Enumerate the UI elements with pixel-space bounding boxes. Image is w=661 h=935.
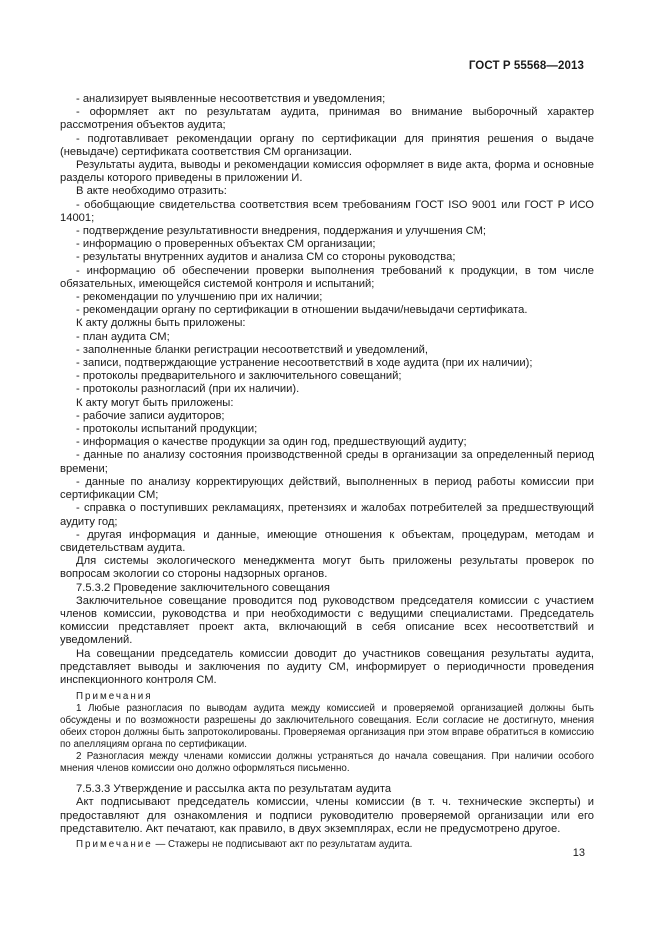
paragraph: Акт подписывают председатель комиссии, члены комиссии (в т. ч. технические эксперты) и предоставляют для ознакомления и подписи руководителю проверяемой организации или его представителю. Акт печатают, как правило, в двух экземплярах, если не предусмотрено другое.	[60, 796, 594, 835]
paragraph: - рекомендации органу по сертификации в отношении выдачи/невыдачи сертификата.	[76, 304, 528, 317]
paragraph: - анализирует выявленные несоответствия и уведомления;	[76, 93, 386, 105]
section-heading: 7.5.3.3 Утверждение и рассылка акта по результатам аудита	[76, 783, 392, 796]
paragraph: - заполненные бланки регистрации несоответствий и уведомлений,	[76, 343, 429, 356]
paragraph: - подготавливает рекомендации органу по сертификации для принятия решения о выдаче (невыдаче) сертификата соответствия СМ организации.	[60, 132, 594, 158]
paragraph: - информацию об обеспечении проверки выполнения требований к продукции, в том числе обязательных, имеющейся системой контроля и испытаний;	[60, 264, 594, 290]
paragraph: - рекомендации по улучшению при их наличии;	[76, 291, 323, 304]
paragraph: Результаты аудита, выводы и рекомендации комиссия оформляет в виде акта, форма и основные разделы которого приведены в приложении И.	[60, 159, 594, 185]
paragraph: - протоколы предварительного и заключительного совещаний;	[76, 370, 402, 383]
paragraph: - протоколы разногласий (при их наличии).	[76, 383, 300, 396]
paragraph: К акту могут быть приложены:	[76, 396, 234, 409]
final-note	[60, 839, 594, 851]
paragraph: - протоколы испытаний продукции;	[76, 423, 258, 436]
paragraph: - данные по анализу состояния производственной среды в организации за определенный период времени;	[60, 449, 594, 475]
paragraph: - обобщающие свидетельства соответствия всем требованиям ГОСТ ISO 9001 или ГОСТ Р ИСО 14001;	[60, 198, 594, 224]
paragraph: Заключительное совещание проводится под руководством председателя комиссии с участием членов комиссии, руководства и при необходимости с ведущими специалистами. Председатель комиссии представляет проект акта, включающий в себя описание всех несоответствий и уведомлений.	[60, 594, 594, 647]
paragraph: - рабочие записи аудиторов;	[76, 409, 225, 422]
paragraph: - подтверждение результативности внедрения, поддержания и улучшения СМ;	[76, 225, 487, 238]
page-number: 13	[572, 847, 585, 859]
standard-header: ГОСТ Р 55568—2013	[468, 60, 584, 72]
final-note-text: — Стажеры не подписывают акт по результатам аудита.	[152, 838, 413, 850]
paragraph: В акте необходимо отразить:	[76, 185, 227, 198]
paragraph: Для системы экологического менеджмента могут быть приложены результаты проверок по вопросам экологии со стороны надзорных органов.	[60, 555, 594, 581]
paragraph: - другая информация и данные, имеющие отношения к объектам, процедурам, методам и свидетельствам аудита.	[60, 528, 594, 554]
paragraph: - записи, подтверждающие устранение несоответствий в ходе аудита (при их наличии);	[76, 357, 533, 370]
paragraph: - информацию о проверенных объектах СМ организации;	[76, 238, 376, 251]
note-item: 2 Разногласия между членами комиссии должны устраняться до начала совещания. При наличии особого мнения членов комиссии оно должно оформляться письменно.	[60, 751, 594, 775]
notes-title: Примечания	[76, 691, 153, 703]
final-note-label: Примечание	[76, 838, 153, 850]
paragraph: - справка о поступивших рекламациях, претензиях и жалобах потребителей за предшествующий аудиту год;	[60, 502, 594, 528]
paragraph: К акту должны быть приложены:	[76, 317, 246, 330]
paragraph: - оформляет акт по результатам аудита, принимая во внимание выборочный характер рассмотрения объектов аудита;	[60, 106, 594, 132]
paragraph: - данные по анализу корректирующих действий, выполненных в период работы комиссии при сертификации СМ;	[60, 475, 594, 502]
paragraph: - план аудита СМ;	[76, 330, 170, 343]
paragraph: - результаты внутренних аудитов и анализа СМ со стороны руководства;	[76, 251, 456, 264]
paragraph: - информация о качестве продукции за один год, предшествующий аудиту;	[76, 436, 467, 449]
document-body	[60, 93, 594, 861]
section-heading: 7.5.3.2 Проведение заключительного совещания	[76, 581, 330, 594]
note-item: 1 Любые разногласия по выводам аудита между комиссией и проверяемой организацией должны быть обсуждены и по возможности разрешены до заключительного совещания. Если согласие не достигнуто, мнения обеих сторон должны быть запротоколированы. Проверяемая организация при этом вправе обратиться в комиссию по апелляциям органа по сертификации.	[60, 703, 594, 751]
paragraph: На совещании председатель комиссии доводит до участников совещания результаты аудита, представляет выводы и заключения по аудиту СМ, информирует о периодичности проведения инспекционного контроля СМ.	[60, 647, 594, 686]
notes-block	[60, 691, 594, 775]
